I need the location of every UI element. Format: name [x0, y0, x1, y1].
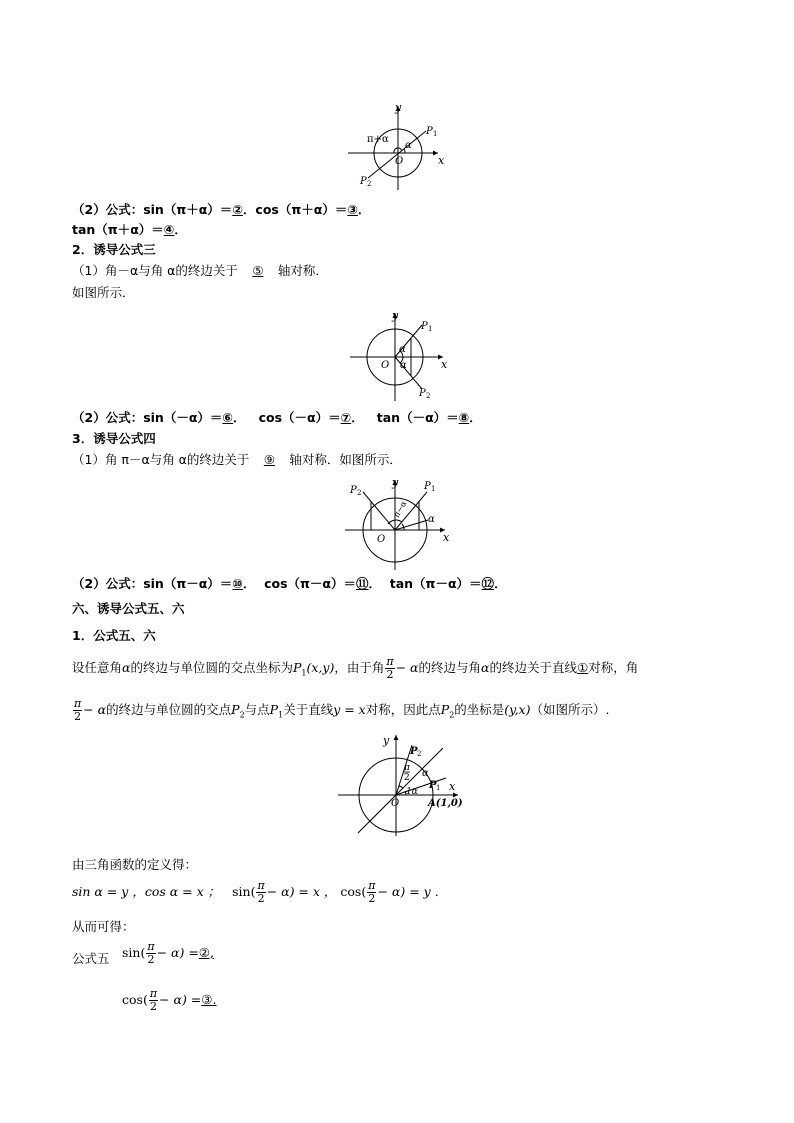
- angle-pi-plus-alpha-label: π+α: [367, 134, 389, 145]
- two-label: 2: [404, 773, 410, 783]
- p1-sub: 1: [433, 130, 438, 138]
- x-axis-label: x: [441, 358, 448, 371]
- formula-pi-minus-alpha: （2）公式：sin（π－α）＝⑩． cos（π－α）＝⑪． tan（π－α）＝⑫．: [72, 576, 507, 591]
- answer-2-blank: ②,: [198, 945, 214, 960]
- symmetry-statement-3: （1）角－α与角 α的终边关于 ⑤ 轴对称．: [72, 263, 328, 278]
- answer-3-blank: ③.: [201, 992, 217, 1007]
- y-axis-label: y: [392, 476, 399, 489]
- y-axis-label: y: [383, 734, 390, 747]
- answer-7: ⑦: [340, 410, 352, 425]
- formula-pi-plus-alpha: （2）公式：sin（π＋α）＝②．cos（π＋α）＝③．: [72, 202, 371, 217]
- p1-sub: 1: [436, 784, 441, 792]
- p1-sub: 1: [431, 485, 436, 493]
- answer-11: ⑪: [356, 576, 369, 591]
- angle-alpha-label: α: [428, 514, 435, 525]
- y-axis-label: y: [392, 309, 399, 322]
- angle-alpha-bottom-label: α: [400, 360, 407, 371]
- p2-label: P: [360, 176, 367, 187]
- heading-formula-5-6: 1．公式五、六: [72, 628, 156, 643]
- blank-9: ⑨: [263, 452, 276, 467]
- formula-negative-alpha: （2）公式：sin（－α）＝⑥． cos（－α）＝⑦． tan（－α）＝⑧．: [72, 410, 482, 425]
- heading-formula-4: 3．诱导公式四: [72, 431, 156, 446]
- formula-5-cos: cos( $\frac{\pi}{2}$ − α) =③.: [122, 987, 217, 1013]
- figure-pi-minus-alpha: [340, 472, 455, 572]
- answer-12: ⑫: [481, 576, 495, 591]
- angle-1alpha-label: 1α: [406, 787, 418, 797]
- fraction-pi-over-2: $\frac{\pi}{2}$: [74, 697, 82, 723]
- p1-label: P: [421, 321, 428, 332]
- origin-label: O: [377, 534, 386, 545]
- blank-5: ⑤: [252, 263, 264, 278]
- formula-5-sin: sin( $\frac{\pi}{2}$ − α) =②,: [122, 940, 214, 966]
- answer-4: ④: [163, 222, 175, 237]
- heading-formula-3: 2．诱导公式三: [72, 242, 156, 257]
- p2-sub: 2: [367, 180, 372, 188]
- p2-label: P: [350, 485, 357, 496]
- point-a-label: A(1,0): [428, 798, 463, 809]
- x-axis-label: x: [443, 531, 450, 544]
- x-axis-label: x: [449, 780, 456, 793]
- answer-circle-1: ①: [576, 660, 589, 675]
- definition-intro: 由三角函数的定义得：: [72, 857, 198, 872]
- definition-equations: sin α = y ，cos α = x ； sin( $\frac{\pi}{2}$ − α) = x ， cos( $\frac{\pi}{2}$ − α) = y ．: [72, 879, 448, 905]
- figure-negative-alpha: [345, 305, 455, 405]
- answer-10: ⑩: [232, 576, 243, 591]
- origin-label: O: [381, 360, 390, 371]
- therefore-text: 从而可得：: [72, 919, 135, 934]
- angle-alpha-label: α: [422, 768, 429, 779]
- p1-label: P: [429, 780, 437, 791]
- p1-label: P: [424, 481, 431, 492]
- y-axis-label: y: [395, 101, 402, 114]
- angle-pi-minus-alpha-label: π−α: [391, 499, 409, 519]
- origin-label: O: [395, 156, 404, 167]
- p1-sub: 1: [428, 325, 433, 333]
- answer-6: ⑥: [222, 410, 234, 425]
- answer-2: ②: [232, 202, 243, 217]
- p1-label: P: [426, 126, 433, 137]
- figure-pi-over-2-minus-alpha: [333, 730, 468, 840]
- angle-alpha-label: α: [405, 140, 412, 151]
- answer-3: ③: [347, 202, 358, 217]
- paragraph-line-2: $\frac{\pi}{2}$ − α的终边与单位圆的交点$P_2$与点$P_1$关于直线y = x对称，因此点$P_2$的坐标是(y,x)（如图所示）.: [74, 697, 610, 723]
- symmetry-statement-4: （1）角 π－α与角 α的终边关于 ⑨ 轴对称．如图所示．: [72, 452, 402, 467]
- x-axis-label: x: [438, 154, 445, 167]
- p2-sub: 2: [357, 489, 362, 497]
- p2-label: P: [410, 746, 418, 757]
- pi-label: π: [404, 763, 410, 773]
- heading-section-6: 六、诱导公式五、六: [72, 601, 185, 616]
- paragraph-line-1: 设任意角α的终边与单位圆的交点坐标为$P_1(x,y)$，由于角 $\frac{\pi}{2}$ − α的终边与角α的终边关于直线①对称，角: [72, 655, 639, 681]
- p2-sub: 2: [426, 392, 431, 400]
- as-shown-text: 如图所示．: [72, 285, 135, 300]
- fraction-pi-over-2: $\frac{\pi}{2}$: [386, 655, 394, 681]
- p2-label: P: [419, 388, 426, 399]
- formula-tan-pi-plus-alpha: tan（π＋α）＝④．: [72, 222, 187, 237]
- figure-pi-plus-alpha: [338, 98, 458, 193]
- origin-label: O: [391, 798, 400, 809]
- answer-8: ⑧: [458, 410, 470, 425]
- p2-sub: 2: [417, 750, 422, 758]
- angle-alpha-top-label: α: [399, 344, 406, 355]
- formula-5-label: 公式五: [72, 951, 110, 966]
